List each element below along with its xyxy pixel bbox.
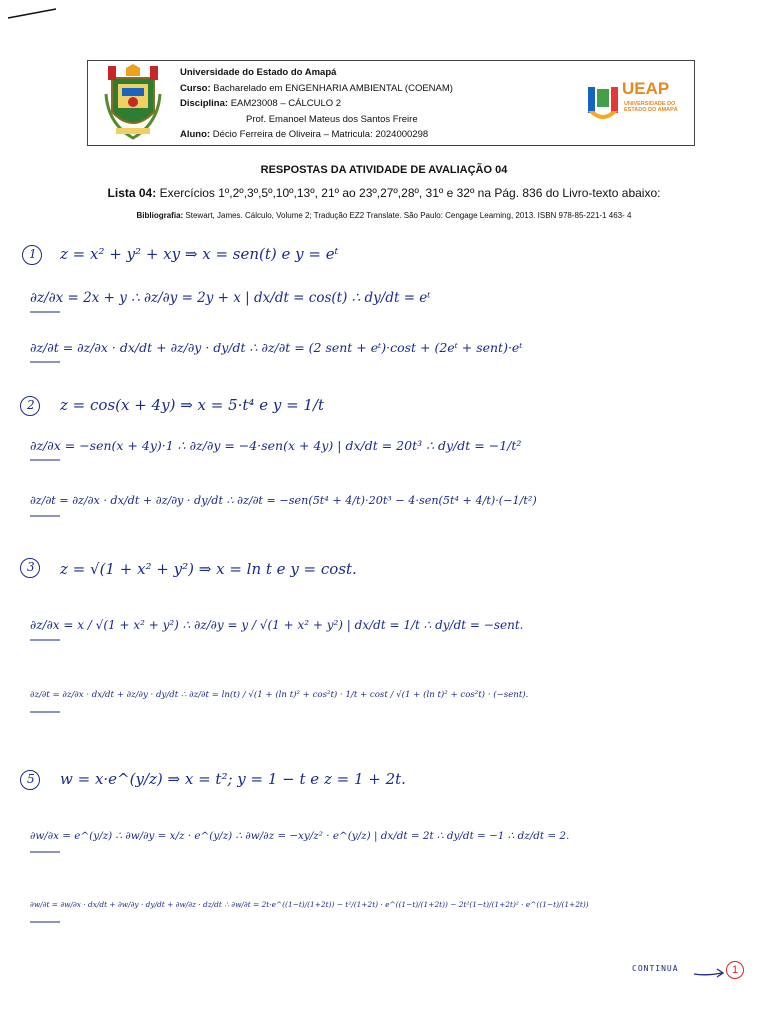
disciplina-value: EAM23008 – CÁLCULO 2 bbox=[230, 98, 342, 109]
curso-value: Bacharelado em ENGENHARIA AMBIENTAL (COENAM) bbox=[213, 82, 453, 94]
arrow-right-icon bbox=[692, 966, 726, 980]
exercise-3-statement: z = √(1 + x² + y²) ⇒ x = ln t e y = cost. bbox=[60, 560, 357, 578]
exercise-2-statement: z = cos(x + 4y) ⇒ x = 5·t⁴ e y = 1/t bbox=[60, 396, 325, 414]
exercise-5-partials: ∂w/∂x = e^(y/z) ∴ ∂w/∂y = x/z · e^(y/z) ∴ ∂w/∂z = −xy/z² · e^(y/z) | dx/dt = 2t ∴ dy/dt = −1 ∴ dz/dt = 2. bbox=[30, 830, 570, 842]
exercise-5-chain-rule: ∂w/∂t = ∂w/∂x · dx/dt + ∂w/∂y · dy/dt + ∂w/∂z · dz/dt ∴ ∂w/∂t = 2t·e^((1−t)/(1+2t)) − t²/(1+2t) · e^((1−t)/(1+2t)) − 2t²(1−t)/(1+2t)² · e^((1−t)/(1+2t)) bbox=[30, 900, 589, 909]
biblio-label: Bibliografia: bbox=[136, 211, 184, 220]
aluno-label: Aluno: bbox=[180, 129, 211, 140]
lista-label: Lista 04: bbox=[107, 186, 157, 200]
exercise-1-partials: ∂z/∂x = 2x + y ∴ ∂z/∂y = 2y + x | dx/dt = cos(t) ∴ dy/dt = eᵗ bbox=[30, 290, 431, 306]
disciplina-label: Disciplina: bbox=[180, 98, 229, 109]
curso-label: Curso: bbox=[180, 82, 211, 94]
continua-label: CONTINUA bbox=[632, 964, 679, 973]
exercise-2-partials: ∂z/∂x = −sen(x + 4y)·1 ∴ ∂z/∂y = −4·sen(x + 4y) | dx/dt = 20t³ ∴ dy/dt = −1/t² bbox=[30, 438, 522, 453]
logo-wordmark: UEAP bbox=[622, 79, 670, 98]
exercise-3-partials: ∂z/∂x = x / √(1 + x² + y²) ∴ ∂z/∂y = y / √(1 + x² + y²) | dx/dt = 1/t ∴ dy/dt = −sent. bbox=[30, 618, 524, 632]
page-title: RESPOSTAS DA ATIVIDADE DE AVALIAÇÃO 04 bbox=[260, 164, 508, 176]
exercise-3-chain-rule: ∂z/∂t = ∂z/∂x · dx/dt + ∂z/∂y · dy/dt ∴ ∂z/∂t = ln(t) / √(1 + (ln t)² + cos²t) · 1/t + cost / √(1 + (ln t)² + cos²t) · (−sent). bbox=[30, 690, 529, 700]
exercise-2-chain-rule: ∂z/∂t = ∂z/∂x · dx/dt + ∂z/∂y · dy/dt ∴ ∂z/∂t = −sen(5t⁴ + 4/t)·20t³ − 4·sen(5t⁴ + 4/t)·(−1/t²) bbox=[30, 494, 537, 507]
page-number-badge: 1 bbox=[726, 961, 744, 979]
biblio-text: Stewart, James. Cálculo, Volume 2; Tradução EZ2 Translate. São Paulo: Cengage Learning, 2013. ISBN 978-85-221-1 463- 4 bbox=[185, 211, 632, 220]
exercise-1-number: 1 bbox=[29, 247, 37, 261]
lista-text: Exercícios 1º,2º,3º,5º,10º,13º, 21º ao 23º,27º,28º, 31º e 32º na Pág. 836 do Livro-texto abaixo: bbox=[159, 186, 661, 200]
exercise-1-chain-rule: ∂z/∂t = ∂z/∂x · dx/dt + ∂z/∂y · dy/dt ∴ ∂z/∂t = (2 sent + eᵗ)·cost + (2eᵗ + sent)·eᵗ bbox=[30, 340, 523, 355]
university-name: Universidade do Estado do Amapá bbox=[180, 67, 337, 78]
exercise-3-number: 3 bbox=[27, 560, 35, 574]
exercise-2-number: 2 bbox=[27, 398, 35, 412]
aluno-value: Décio Ferreira de Oliveira – Matricula: 2024000298 bbox=[212, 129, 429, 140]
exercise-5-number: 5 bbox=[27, 772, 35, 786]
logo-subtitle: UNIVERSIDADE DO ESTADO DO AMAPÁ bbox=[624, 101, 678, 113]
exercise-1-statement: z = x² + y² + xy ⇒ x = sen(t) e y = eᵗ bbox=[60, 245, 339, 263]
exercise-5-statement: w = x·e^(y/z) ⇒ x = t²; y = 1 − t e z = 1 + 2t. bbox=[60, 770, 406, 788]
professor-name: Prof. Emanoel Mateus dos Santos Freire bbox=[246, 113, 418, 125]
